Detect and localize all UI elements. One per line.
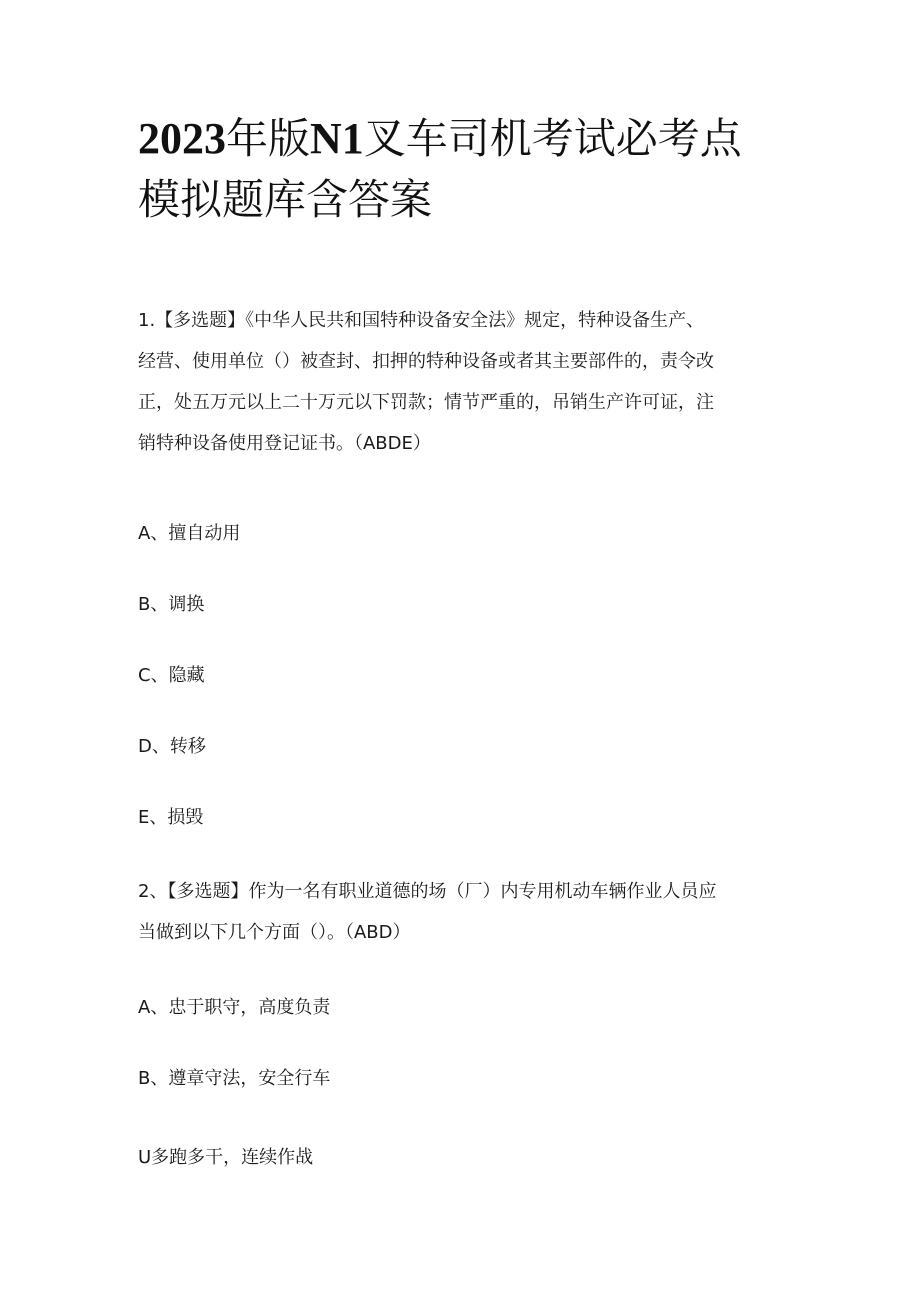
question-1-line-1: 1.【多选题】《中华人民共和国特种设备安全法》规定，特种设备生产、: [138, 310, 705, 331]
question-1-option-c: C、隐藏: [138, 665, 205, 686]
question-2-option-b: B、遵章守法，安全行车: [138, 1068, 331, 1089]
question-1-option-e: E、损毁: [138, 807, 204, 828]
question-1-option-d: D、转移: [138, 736, 206, 757]
question-1-option-a: A、擅自动用: [138, 523, 241, 544]
question-2-option-c: U多跑多干，连续作战: [138, 1147, 314, 1168]
question-1-line-3: 正，处五万元以上二十万元以下罚款；情节严重的，吊销生产许可证，注: [138, 392, 714, 413]
question-1-option-b: B、调换: [138, 594, 205, 615]
question-1-line-2: 经营、使用单位（）被查封、扣押的特种设备或者其主要部件的，责令改: [138, 351, 714, 372]
question-2-line-1: 2、【多选题】作为一名有职业道德的场（厂）内专用机动车辆作业人员应: [138, 881, 717, 902]
title-line-1: 2023年版N1叉车司机考试必考点: [138, 114, 742, 163]
question-1-text: [138, 300, 790, 464]
question-1-line-4: 销特种设备使用登记证书。（ABDE）: [138, 433, 431, 454]
document-title: [138, 108, 798, 230]
title-line-2: 模拟题库含答案: [138, 175, 433, 224]
question-2-line-2: 当做到以下几个方面（）。（ABD）: [138, 922, 411, 943]
question-2-option-a: A、忠于职守，高度负责: [138, 997, 331, 1018]
question-2-text: [138, 871, 790, 953]
